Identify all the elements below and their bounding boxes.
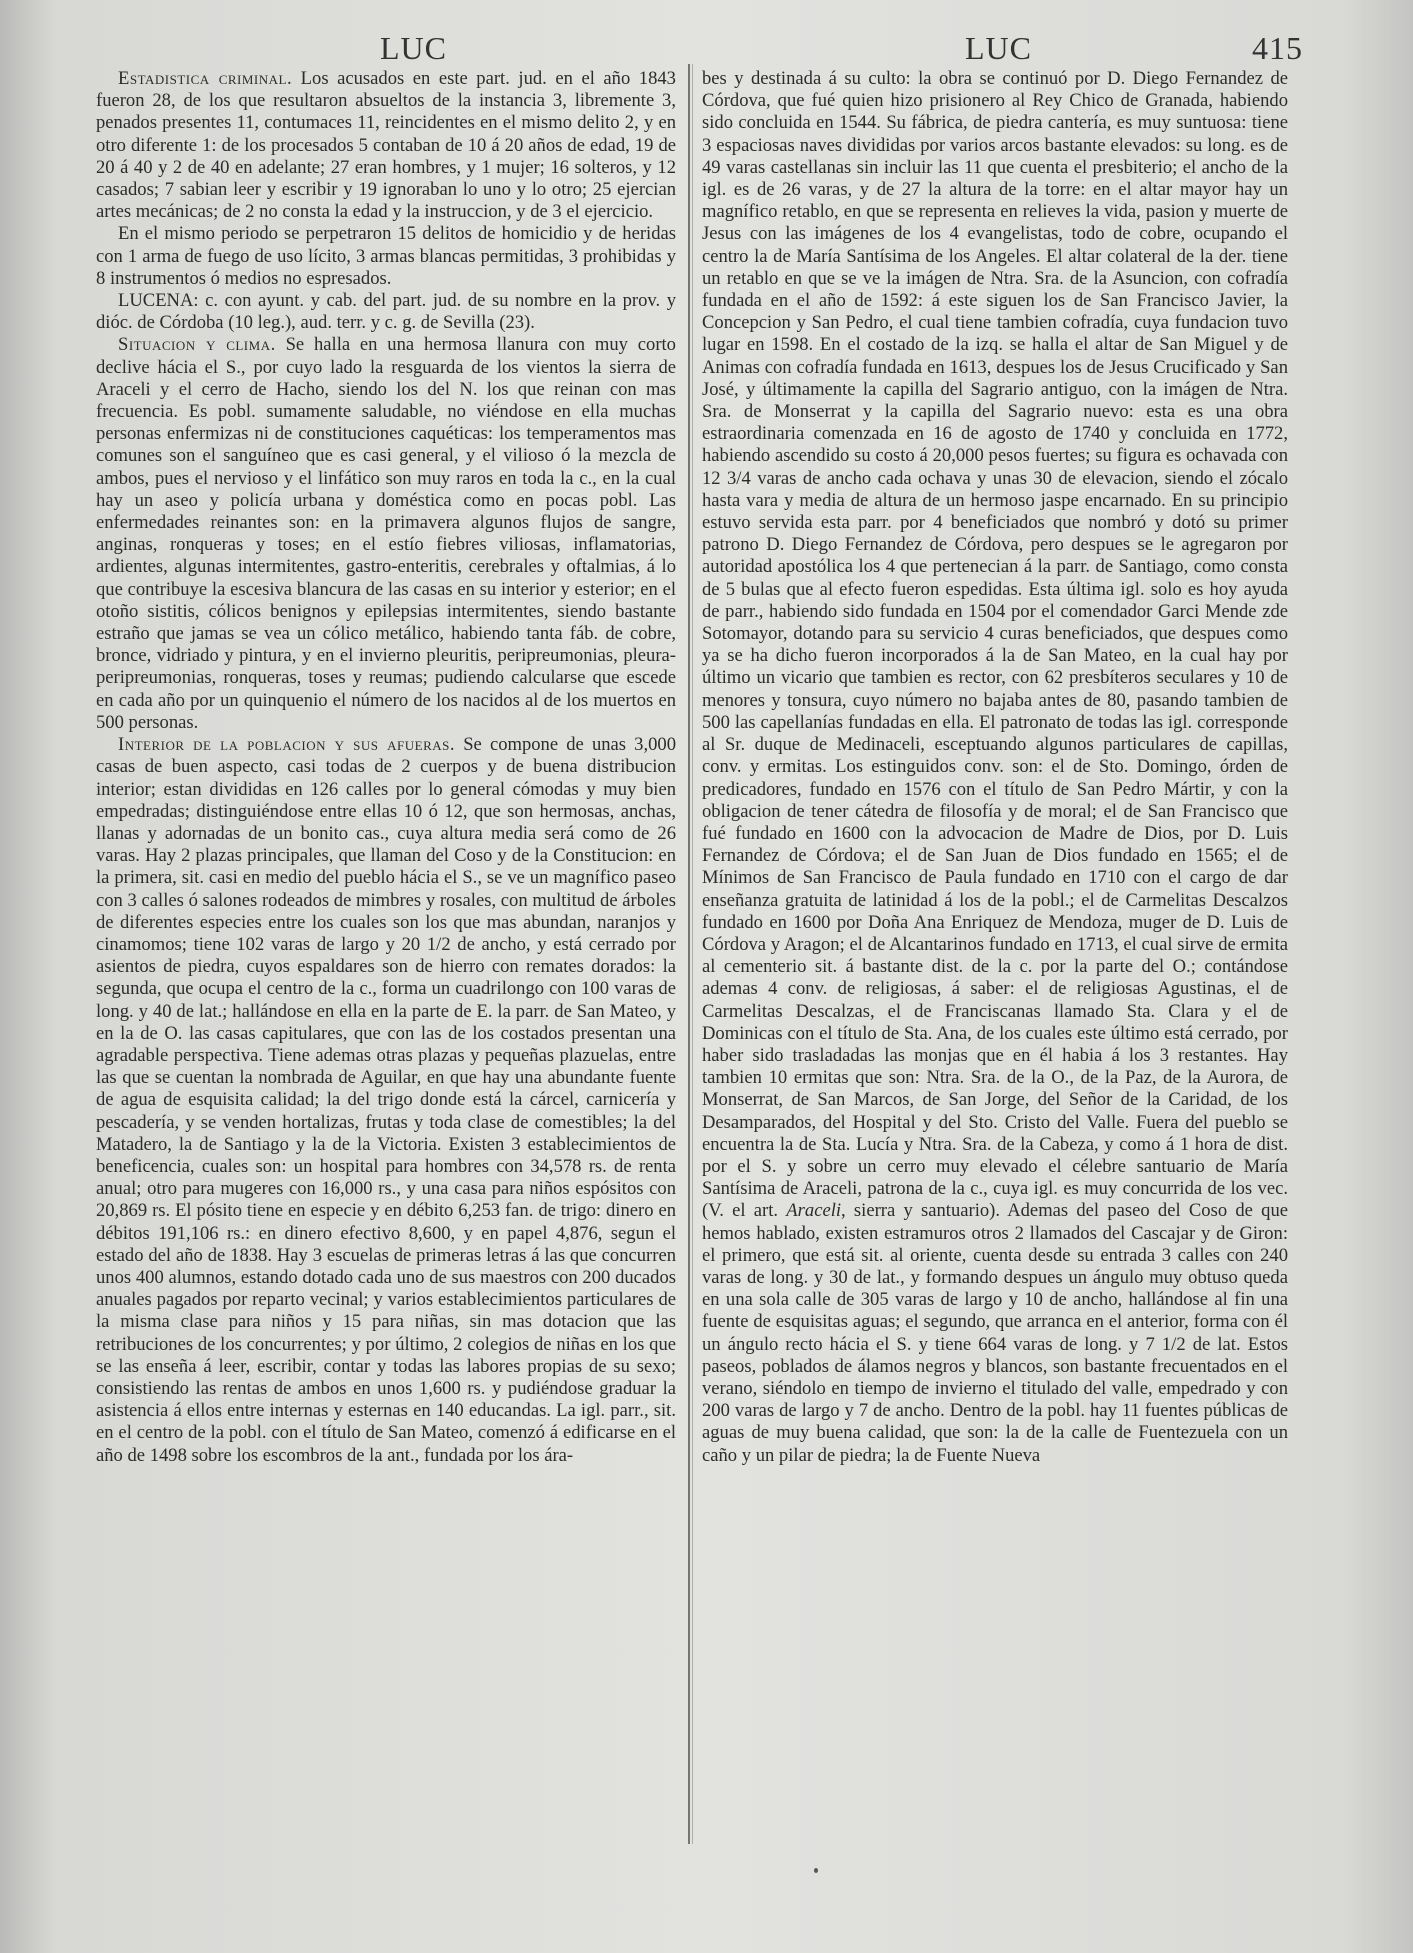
- paragraph-continuation: [702, 68, 1288, 1467]
- paragraph-interior: [96, 734, 676, 1467]
- page-speck: [814, 1868, 818, 1873]
- right-text-1: bes y destinada á su culto: la obra se continuó por D. Diego Fernandez de Córdova, que fué quien hizo prisionero al Rey Chico de Granada, habiendo sido concluida en 1544. Su fábrica, de piedra cantería, es muy suntuosa: tiene 3 espaciosas naves divididas por varios arcos bastante elevados: su long. es de 49 varas castellanas sin incluir las 11 que cuenta el presbiterio; el ancho de la igl. es de 26 varas, y de 27 la altura de la torre: en el altar mayor hay un magnífico retablo, en que se representa en relieves la vida, pasion y muerte de Jesus con las imágenes de los 4 evangelistas, todo de cobre, ocupando el centro la de María Santísima de los Angeles. El altar colateral de la der. tiene un retablo en que se ve la imágen de Ntra. Sra. de la Asuncion, con cofradía fundada en el año de 1592: á este siguen los de San Francisco Javier, la Concepcion y San Pedro, el cual tiene tambien cofradía, cuya fundacion tuvo lugar en 1598. En el costado de la izq. se halla el altar de San Miguel y de Animas con cofradía fundada en 1613, despues los de Jesus Crucificado y San José, y últimamente la capilla del Sagrario antiguo, con la imágen de Ntra. Sra. de Monserrat y la capilla del Sagrario nuevo: esta es una obra estraordinaria comenzada en 16 de agosto de 1740 y concluida en 1772, habiendo ascendido su costo á 20,000 pesos fuertes; su figura es ochavada con 12 3/4 varas de ancho cada ochava y unas 30 de elevacion, siendo el zócalo hasta vara y media de altura de un hermoso jaspe encarnado. En su principio estuvo servida esta parr. por 4 beneficiados que nombró y dotó su primer patrono D. Diego Fernandez de Córdova, pero despues se le agregaron por autoridad apostólica los 4 que pertenecian á la parr. de Santiago, como consta de 5 bulas que al efecto fueron espedidas. Esta última igl. solo es hoy ayuda de parr., habiendo sido fundada en 1504 por el comendador Garci Mende zde Sotomayor, dotando para su servicio 4 curas beneficiados, que despues como ya se ha dicho fueron incorporados á la de San Mateo, en la cual hay por último un vicario que tambien es rector, con 62 presbíteros seculares y 10 de menores y tonsura, cuyo número no bajaba antes de 80, pasando tambien de 500 las capellanías fundadas en ella. El patronato de todas las igl. corresponde al Sr. duque de Medinaceli, esceptuando algunos particulares de capillas, conv. y ermitas. Los estinguidos conv. son: el de Sto. Domingo, órden de predicadores, fundado en 1576 con el título de San Pedro Mártir, y con la obligacion de tener cátedra de filosofía y de moral; el de San Francisco que fué fundado en 1600 con la advocacion de Madre de Dios, por D. Luis Fernandez de Córdova; el de San Juan de Dios fundado en 1565; el de Mínimos de San Francisco de Paula fundado en 1710 con el cargo de dar enseñanza gratuita de latinidad á los de la pobl.; el de Carmelitas Descalzos fundado en 1600 por Doña Ana Enriquez de Mendoza, muger de D. Luis de Córdova y Aragon; el de Alcantarinos fundado en 1713, el cual sirve de ermita al cementerio sit. á bastante dist. de la c. por la parte del O.; contándose ademas 4 conv. de religiosas, á saber: el de religiosas Agustinas, el de Carmelitas Descalzas, el de Franciscanas llamado Sta. Clara y el de Dominicas con el título de Sta. Ana, de los cuales este último está cerrado, por haber sido trasladadas las monjas que en él habia á los 3 restantes. Hay tambien 10 ermitas que son: Ntra. Sra. de la O., de la Paz, de la Aurora, de Monserrat, de San Marcos, de San Jorge, del Señor de la Caridad, de los Desamparados, del Hospital y del Sto. Cristo del Valle. Fuera del pueblo se encuentra la de Sta. Lucía y Ntra. Sra. de la Cabeza, y como á 1 hora de dist. por el S. y sobre un cerro muy elevado el célebre santuario de María Santísima de Araceli, patrona de la c., cuya igl. es muy concurrida de los vec. (V. el art.: [702, 68, 1288, 1222]
- left-column: [96, 68, 676, 1836]
- running-head-left: LUC: [380, 30, 447, 66]
- page-number: 415: [1252, 30, 1303, 66]
- section-label-interior: Interior de la poblacion y sus afueras.: [118, 734, 456, 756]
- paragraph-situacion: [96, 334, 676, 734]
- italic-reference: Araceli: [786, 1200, 842, 1222]
- estadistica-text: Los acusados en este part. jud. en el año 1843 fueron 28, de los que resultaron absueltos de la instancia 3, libremente 3, penados presentes 11, contumaces 11, reincidentes en el mismo delito 2, y en otro diferente 1: de los procesados 5 contaban de 10 á 20 años de edad, 19 de 20 á 40 y 2 de 40 en adelante; 27 eran hombres, y 1 mujer; 16 solteros, y 12 casados; 7 sabian leer y escribir y 19 ignoraban lo uno y lo otro; 25 ejercian artes mecánicas; de 2 no consta la edad y la instruccion, y de 3 el ejercicio.: [96, 68, 676, 223]
- column-divider: [688, 64, 690, 1844]
- paragraph-lucena: [96, 290, 676, 334]
- section-label-estadistica: Estadistica criminal.: [118, 68, 293, 89]
- section-label-situacion: Situacion y clima.: [118, 334, 276, 356]
- lucena-text: c. con ayunt. y cab. del part. jud. de su nombre en la prov. y dióc. de Córdoba (10 leg.), aud. terr. y c. g. de Sevilla (23).: [96, 290, 676, 334]
- paragraph-delitos: En el mismo periodo se perpetraron 15 delitos de homicidio y de heridas con 1 arma de fuego de uso lícito, 3 armas blancas permitidas, 3 prohibidas y 8 instrumentos ó medios no espresados.: [96, 223, 676, 289]
- situacion-text: Se halla en una hermosa llanura con muy corto declive hácia el S., por cuyo lado la resguarda de los vientos la sierra de Araceli y el cerro de Hacho, siendo los del N. los que reinan con mas frecuencia. Es pobl. sumamente saludable, no viéndose en ella muchas personas enfermizas ni de constituciones caquéticas: los temperamentos mas comunes son el sanguíneo que es casi general, y el vilioso ó la mezcla de ambos, pues el nervioso y el linfático son muy raros en toda la c., en la cual hay un aseo y policía urbana y doméstica como en pocas pobl. Las enfermedades reinantes son: en la primavera algunos flujos de sangre, anginas, ronqueras y toses; en el estío fiebres viliosas, inflamatorias, ardientes, algunas intermitentes, gastro-enteritis, cerebrales y oftalmias, á lo que contribuye la escesiva blancura de las casas en su interior y esterior; en el otoño sistitis, cólicos benignos y epilepsias intermitentes, siendo bastante estraño que jamas se vea un cólico metálico, habiendo tanta fáb. de cobre, bronce, vidriado y pintura, y en el invierno pleuritis, peripreumonias, pleura-peripreumonias, ronqueras, toses y reumas; pudiendo calcularse que escede en cada año por un quinquenio el número de los nacidos al de los muertos en 500 personas.: [96, 334, 676, 733]
- interior-text: Se compone de unas 3,000 casas de buen aspecto, casi todas de 2 cuerpos y de buena distribucion interior; estan divididas en 126 calles por lo general cómodas y muy bien empedradas; distinguiéndose entre ellas 10 ó 12, que son hermosas, anchas, llanas y adornadas de un bonito cas., cuya altura media será como de 26 varas. Hay 2 plazas principales, que llaman del Coso y de la Constitucion: en la primera, sit. casi en medio del pueblo hácia el S., se ve un magnífico paseo con 3 calles ó salones rodeados de mimbres y rosales, con multitud de árboles de diferentes especies entre los cuales son los que mas abundan, naranjos y cinamomos; tiene 102 varas de largo y 20 1/2 de ancho, y está cerrado por asientos de piedra, cuyos espaldares son de hierro con remates dorados: la segunda, que ocupa el centro de la c., forma un cuadrilongo con 100 varas de long. y 40 de lat.; hallándose en ella en la parte de E. la parr. de San Mateo, y en la de O. las casas capitulares, que con las de los costados presentan una agradable perspectiva. Tiene ademas otras plazas y pequeñas plazuelas, entre las que se cuentan la nombrada de Aguilar, en que hay una abundante fuente de agua de esquisita calidad; la del trigo donde está la cárcel, carnicería y pescadería, y se venden hortalizas, frutas y toda clase de comestibles; la del Matadero, la de Santiago y la de la Victoria. Existen 3 establecimientos de beneficencia, cuales son: un hospital para hombres con 34,578 rs. de renta anual; otro para mugeres con 16,000 rs., y una casa para niños espósitos con 20,869 rs. El pósito tiene en especie y en débito 6,253 fan. de trigo: dinero en débitos 191,106 rs.: en dinero efectivo 8,600, y en papel 4,876, segun el estado del año de 1838. Hay 3 escuelas de primeras letras á las que concurren unos 400 alumnos, estando dotado cada uno de sus maestros con 200 ducados anuales pagados por reparto vecinal; y varios establecimientos particulares de la misma clase para niños y 15 para niñas, sin mas dotacion que las retribuciones de los concurrentes; y por último, 2 colegios de niñas en los que se las enseña á leer, escribir, contar y todas las labores propias de su sexo; consistiendo las rentas de ambos en unos 1,600 rs. y pudiéndose graduar la asistencia á ellos entre internas y esternas en 140 educandas. La igl. parr., sit. en el centro de la pobl. con el título de San Mateo, comenzó á edificarse en el año de 1498 sobre los escombros de la ant., fundada por los ára-: [96, 734, 676, 1466]
- running-head-right: LUC: [965, 30, 1032, 66]
- entry-heading-lucena: LUCENA:: [118, 290, 199, 312]
- paragraph-estadistica: [96, 68, 676, 223]
- right-column: [702, 68, 1288, 1836]
- right-text-2: , sierra y santuario). Ademas del paseo del Coso de que hemos hablado, existen estramuros otros 2 llamados del Cascajar y de Giron: el primero, que está sit. al oriente, cuenta desde su entrada 3 calles con 240 varas de long. y 30 de lat., y formando despues un ángulo muy obtuso queda en una sola calle de 305 varas de largo y 10 de ancho, hallándose al fin una fuente de esquisitas aguas; el segundo, que arranca en el anterior, forma con él un ángulo recto hácia el S. y tiene 664 varas de long. y 7 1/2 de lat. Estos paseos, poblados de álamos negros y blancos, son bastante frecuentados en el verano, siéndolo en tiempo de invierno el titulado del valle, empedrado y con 200 varas de largo y 7 de ancho. Dentro de la pobl. hay 11 fuentes públicas de aguas de muy buena calidad, que son: la de la calle de Fuentezuela con un caño y un pilar de piedra; la de Fuente Nueva: [702, 1200, 1288, 1466]
- column-divider-thin: [692, 64, 693, 1844]
